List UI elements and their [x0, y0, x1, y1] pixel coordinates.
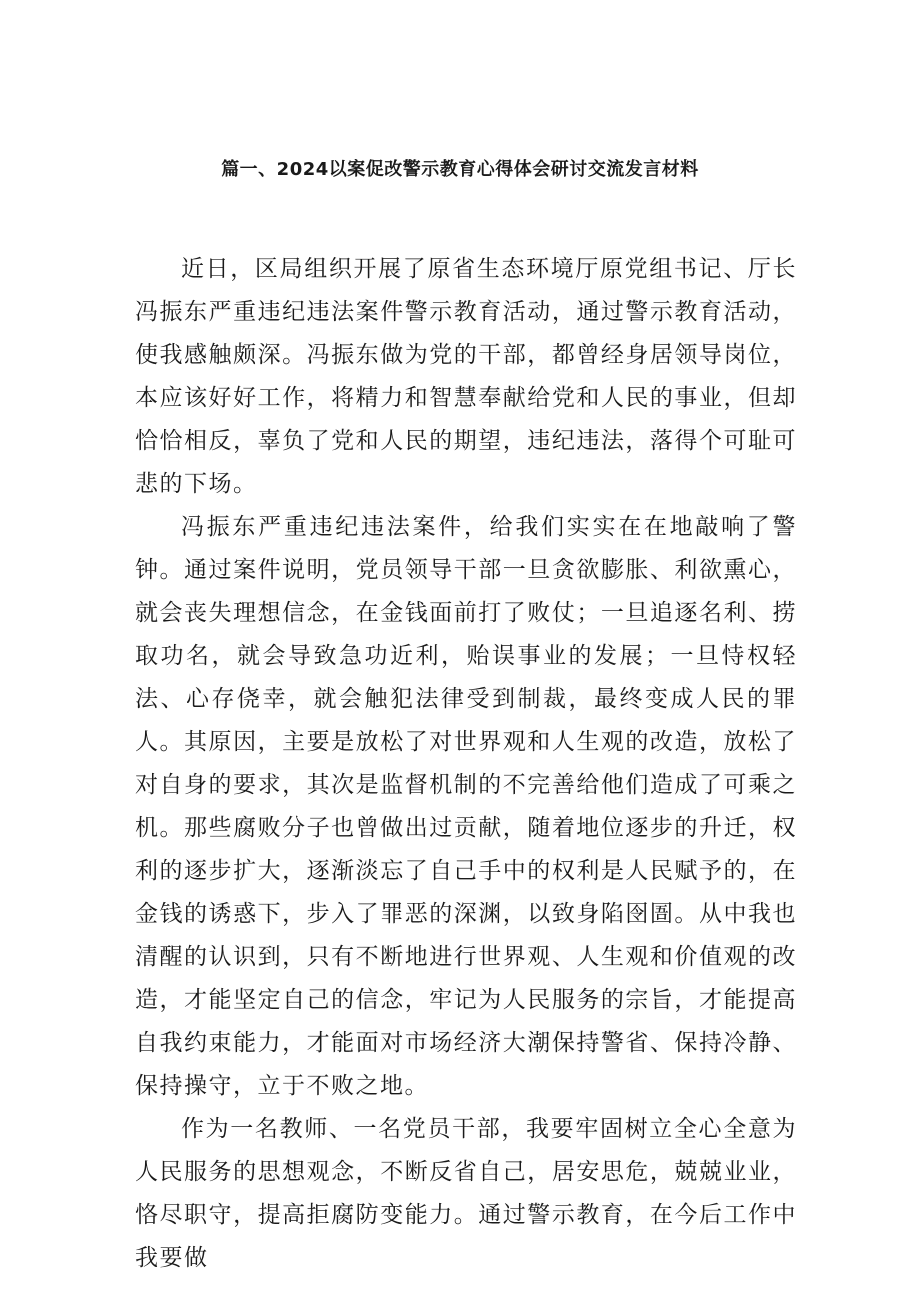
paragraph: 冯振东严重违纪违法案件，给我们实实在在地敲响了警钟。通过案件说明，党员领导干部一旦贪欲膨胀、利欲熏心，就会丧失理想信念，在金钱面前打了败仗；一旦追逐名利、捞取功名，就会导致急功近利，贻误事业的发展；一旦恃权轻法、心存侥幸，就会触犯法律受到制裁，最终变成人民的罪人。其原因，主要是放松了对世界观和人生观的改造，放松了对自身的要求，其次是监督机制的不完善给他们造成了可乘之机。那些腐败分子也曾做出过贡献，随着地位逐步的升迁，权利的逐步扩大，逐渐淡忘了自己手中的权利是人民赋予的，在金钱的诱惑下，步入了罪恶的深渊，以致身陷囹圄。从中我也清醒的认识到，只有不断地进行世界观、人生观和价值观的改造，才能坚定自己的信念，牢记为人民服务的宗旨，才能提高自我约束能力，才能面对市场经济大潮保持警省、保持冷静、保持操守，立于不败之地。 — [135, 514, 797, 1099]
document-body — [135, 248, 797, 1280]
paragraph: 近日，区局组织开展了原省生态环境厅原党组书记、厅长冯振东严重违纪违法案件警示教育活动，通过警示教育活动，使我感触颇深。冯振东做为党的干部，都曾经身居领导岗位，本应该好好工作，将精力和智慧奉献给党和人民的事业，但却恰恰相反，辜负了党和人民的期望，违纪违法，落得个可耻可悲的下场。 — [135, 256, 797, 497]
document-title: 篇一、2024以案促改警示教育心得体会研讨交流发言材料 — [221, 159, 699, 180]
paragraph: 作为一名教师、一名党员干部，我要牢固树立全心全意为人民服务的思想观念，不断反省自己，居安思危，兢兢业业，恪尽职守，提高拒腐防变能力。通过警示教育，在今后工作中我要做 — [135, 1116, 797, 1271]
